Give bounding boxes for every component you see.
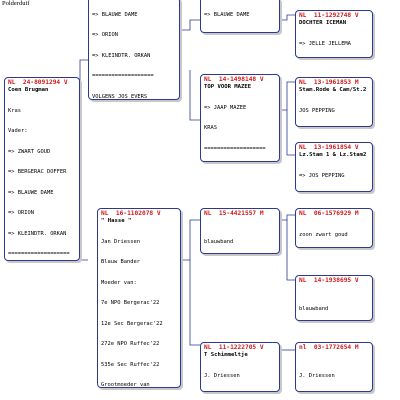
- pedigree-box-top-left: [88, 0, 180, 100]
- box-lines: => JOS PEPPING: [299, 172, 345, 179]
- box-lines: J. Driessen: [299, 372, 335, 379]
- box-lines: => BLAUWE DAME: [204, 11, 250, 18]
- ring-number: NL 11-1222705 V: [204, 344, 264, 351]
- pedigree-box-m4: [200, 342, 280, 392]
- bird-name: T Schimmeltje: [204, 352, 248, 358]
- box-lines: => JELLE JELLEMA: [299, 40, 351, 47]
- bird-name: DOCHTER ICEMAN: [299, 20, 347, 26]
- box-lines: => JAAP MAZEE KRAS ===================: [204, 104, 266, 152]
- ring-number: NL 15-4421557 M: [204, 210, 264, 217]
- bird-name: Stam.Rode & Cam/St.2: [299, 87, 367, 93]
- ring-number: NL 06-1576929 M: [299, 210, 359, 217]
- pedigree-box-main: [4, 77, 80, 261]
- box-lines: => BLAUWE DAME => ORION => KLEINDTR. ORKAN =================== VOLGENS JOS EVERS: [92, 11, 154, 100]
- box-lines: Kras Vader: => ZWART GOUD => BERGERAC DOFFER => BLAUWE DAME => ORION => KLEINDTR. ORKAN ===================: [8, 107, 70, 258]
- pedigree-box-m2: [97, 208, 181, 388]
- bird-owner: Coen Brugman: [8, 87, 49, 93]
- pedigree-box-mid: [200, 74, 280, 162]
- pedigree-box-m3: [200, 208, 280, 254]
- pedigree-box-r2: [295, 77, 373, 127]
- pedigree-box-r5: [295, 275, 373, 321]
- ring-number: nl 03-1772654 M: [299, 344, 359, 351]
- corner-label: Polderduif: [2, 0, 30, 7]
- bird-name: " Hasse ": [101, 218, 132, 224]
- box-lines: JOS PEPPING: [299, 107, 335, 114]
- ring-number: NL 16-1102078 V: [101, 210, 161, 217]
- ring-number: NL 14-1938695 V: [299, 277, 359, 284]
- bird-name: Lz.Stam 1 & Lz.Stam2: [299, 152, 367, 158]
- ring-number: NL 13-1961853 M: [299, 79, 359, 86]
- bird-name: TOP VOOR MAZEE: [204, 84, 252, 90]
- box-lines: Jan Driessen Blauw Bander Moeder van: 7e NPO Bergerac'22 12e Sec Bergerac'22 272e NPO Ruffec'22 535e Sec Ruffec'22 Grootmoeder van: [101, 238, 163, 388]
- pedigree-box-r6: [295, 342, 373, 392]
- box-lines: J. Driessen: [204, 372, 240, 379]
- pedigree-box-r3: [295, 142, 373, 192]
- ring-number: NL 14-1498148 V: [204, 76, 264, 83]
- pedigree-box-r4: [295, 208, 373, 248]
- box-lines: blauwband: [204, 238, 234, 245]
- pedigree-box-top-mid: [200, 0, 280, 33]
- ring-number: NL 11-1292748 V: [299, 12, 359, 19]
- box-lines: zoon zwart goud: [299, 231, 348, 238]
- ring-number: NL 13-1961854 V: [299, 144, 359, 151]
- box-lines: blauwband: [299, 305, 329, 312]
- ring-number: NL 24-8091294 V: [8, 79, 68, 86]
- pedigree-box-r1: [295, 10, 373, 58]
